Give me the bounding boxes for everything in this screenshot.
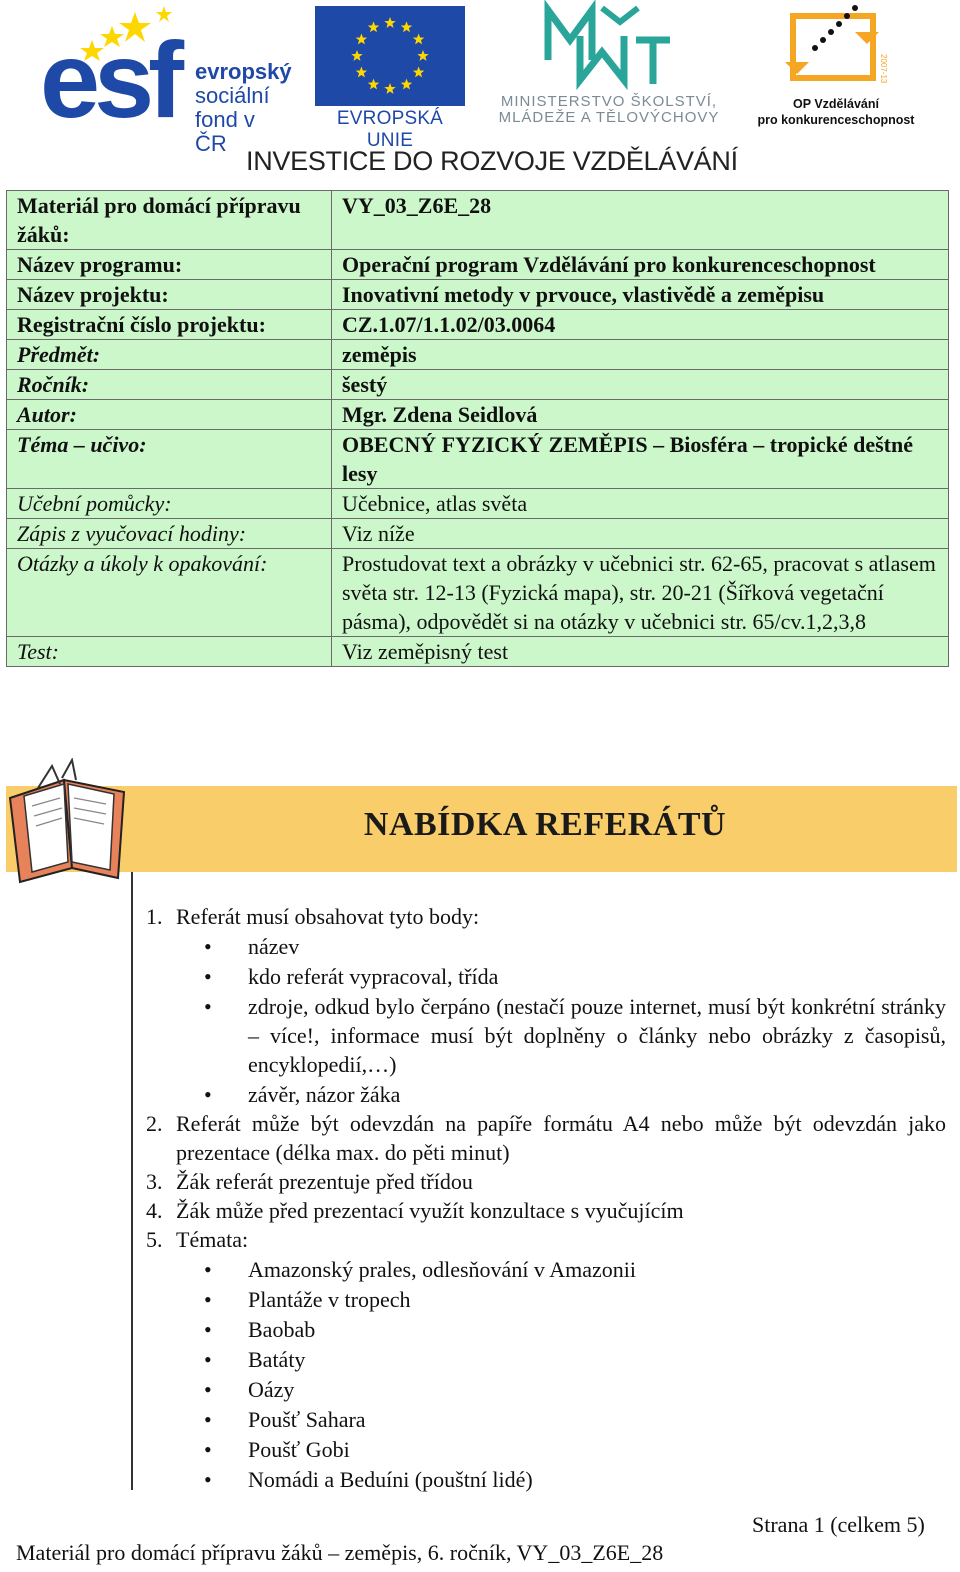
- item-number: 5.: [146, 1227, 163, 1252]
- table-row: [7, 637, 949, 667]
- bullet: •: [204, 1437, 212, 1462]
- bullet: •: [204, 1317, 212, 1342]
- sub-item-text: Baobab: [248, 1317, 316, 1342]
- sub-item-text: Plantáže v tropech: [248, 1287, 411, 1312]
- item-number: 3.: [146, 1169, 163, 1194]
- item-number: 2.: [146, 1111, 163, 1136]
- row-key: Otázky a úkoly k opakování:: [7, 549, 332, 637]
- sub-item: [146, 1435, 946, 1464]
- row-key: Učební pomůcky:: [7, 489, 332, 519]
- esf-line-1: evropský: [195, 59, 292, 84]
- list-item: [146, 1225, 946, 1254]
- bullet: •: [204, 1467, 212, 1492]
- msmt-line-2: MLÁDEŽE A TĚLOVÝCHOVY: [498, 109, 720, 126]
- row-value: Mgr. Zdena Seidlová: [332, 400, 949, 430]
- sub-item: [146, 1285, 946, 1314]
- table-row: [7, 191, 949, 250]
- sub-item: [146, 1465, 946, 1494]
- table-row: [7, 549, 949, 637]
- row-key: Registrační číslo projektu:: [7, 310, 332, 340]
- item-text: Referát může být odevzdán na papíře formátu A4 nebo může být odevzdán jako prezentace (délka max. do pěti minut): [176, 1111, 946, 1165]
- page-number: Strana 1 (celkem 5): [752, 1512, 925, 1537]
- table-row: [7, 280, 949, 310]
- bullet: •: [204, 1377, 212, 1402]
- eu-text: EVROPSKÁ UNIE: [336, 108, 444, 151]
- list-item: [146, 1167, 946, 1196]
- eu-star-icon: [368, 21, 379, 32]
- op-logo-icon: [785, 4, 889, 94]
- sub-item: [146, 992, 946, 1079]
- sub-item: [146, 1375, 946, 1404]
- item-text: Referát musí obsahovat tyto body:: [176, 904, 480, 929]
- item-number: 1.: [146, 904, 163, 929]
- row-value: Inovativní metody v prvouce, vlastivědě a zeměpisu: [332, 280, 949, 310]
- bullet: •: [204, 1407, 212, 1432]
- divider: [131, 872, 133, 1490]
- table-row: [7, 310, 949, 340]
- sub-item-text: kdo referát vypracoval, třída: [248, 964, 499, 989]
- row-value: CZ.1.07/1.1.02/03.0064: [332, 310, 949, 340]
- sub-item-text: Poušť Gobi: [248, 1437, 350, 1462]
- eu-star-icon: [401, 21, 412, 32]
- sub-item: [146, 1345, 946, 1374]
- eu-star-icon: [413, 67, 424, 78]
- sub-item-text: Oázy: [248, 1377, 295, 1402]
- esf-line-2: sociální: [195, 83, 270, 108]
- esf-line-3: fond v ČR: [195, 107, 255, 156]
- msmt-logo-icon: [540, 0, 700, 92]
- bullet: •: [204, 1257, 212, 1282]
- row-key: Materiál pro domácí přípravu žáků:: [7, 191, 332, 250]
- eu-star-icon: [384, 17, 395, 28]
- sub-item-text: závěr, názor žáka: [248, 1082, 401, 1107]
- row-value: OBECNÝ FYZICKÝ ZEMĚPIS – Biosféra – tropické deštné lesy: [332, 430, 949, 489]
- row-key: Zápis z vyučovací hodiny:: [7, 519, 332, 549]
- row-key: Název projektu:: [7, 280, 332, 310]
- op-line-1: OP Vzdělávání: [793, 97, 879, 111]
- sub-item-text: Nomádi a Beduíni (pouštní lidé): [248, 1467, 533, 1492]
- list-item: [146, 1196, 946, 1225]
- table-row: [7, 340, 949, 370]
- msmt-text: [480, 94, 738, 126]
- row-value: šestý: [332, 370, 949, 400]
- eu-star-icon: [401, 79, 412, 90]
- item-text: Témata:: [176, 1227, 249, 1252]
- footer-text: Materiál pro domácí přípravu žáků – zeměpis, 6. ročník, VY_03_Z6E_28: [16, 1540, 664, 1565]
- banner-title: NABÍDKA REFERÁTŮ: [363, 806, 727, 843]
- row-value: VY_03_Z6E_28: [332, 191, 949, 250]
- row-value: Viz níže: [332, 519, 949, 549]
- table-row: [7, 370, 949, 400]
- table-row: [7, 250, 949, 280]
- eu-star-icon: [368, 79, 379, 90]
- item-text: Žák referát prezentuje před třídou: [176, 1169, 473, 1194]
- book-icon: [2, 758, 132, 890]
- table-row: [7, 519, 949, 549]
- row-key: Název programu:: [7, 250, 332, 280]
- list-item: [146, 1109, 946, 1167]
- info-table: [6, 190, 949, 667]
- sub-item: [146, 962, 946, 991]
- referat-list: [146, 902, 946, 1494]
- bullet: •: [204, 1287, 212, 1312]
- bullet: •: [204, 964, 212, 989]
- msmt-line-1: MINISTERSTVO ŠKOLSTVÍ,: [500, 93, 718, 110]
- eu-star-icon: [356, 67, 367, 78]
- eu-star-icon: [356, 34, 367, 45]
- row-key: Téma – učivo:: [7, 430, 332, 489]
- eu-star-icon: [351, 50, 362, 61]
- sub-item: [146, 1315, 946, 1344]
- op-line-2: pro konkurenceschopnost: [757, 113, 915, 127]
- row-value: Viz zeměpisný test: [332, 637, 949, 667]
- sub-item-text: Poušť Sahara: [248, 1407, 366, 1432]
- list-item: [146, 902, 946, 931]
- esf-text: [195, 60, 292, 156]
- row-key: Test:: [7, 637, 332, 667]
- row-key: Autor:: [7, 400, 332, 430]
- row-key: Předmět:: [7, 340, 332, 370]
- sub-item: [146, 932, 946, 961]
- sub-item: [146, 1255, 946, 1284]
- bullet: •: [204, 1082, 212, 1107]
- item-number: 4.: [146, 1198, 163, 1223]
- sub-item-text: Amazonský prales, odlesňování v Amazonii: [248, 1257, 636, 1282]
- row-value: zeměpis: [332, 340, 949, 370]
- row-value: Operační program Vzdělávání pro konkurenceschopnost: [332, 250, 949, 280]
- eu-star-icon: [417, 50, 428, 61]
- eu-star-icon: [384, 83, 395, 94]
- table-row: [7, 400, 949, 430]
- sub-item-text: zdroje, odkud bylo čerpáno (nestačí pouze internet, musí být konkrétní stránky – více!, informace musí být doplněny o články nebo obrázky z časopisů, encyklopedií,…): [248, 994, 946, 1077]
- sub-item: [146, 1405, 946, 1434]
- op-badge: 2007-13: [879, 54, 888, 84]
- op-text: [752, 96, 920, 128]
- table-row: [7, 430, 949, 489]
- bullet: •: [204, 1347, 212, 1372]
- row-key: Ročník:: [7, 370, 332, 400]
- esf-letters: esf: [40, 19, 179, 140]
- sub-item-text: název: [248, 934, 300, 959]
- sub-item-text: Batáty: [248, 1347, 306, 1372]
- table-row: [7, 489, 949, 519]
- item-text: Žák může před prezentací využít konzultace s vyučujícím: [176, 1198, 684, 1223]
- eu-flag-icon: [315, 6, 465, 106]
- sub-item: [146, 1080, 946, 1109]
- eu-star-icon: [413, 34, 424, 45]
- row-value: Prostudovat text a obrázky v učebnici str. 62-65, pracovat s atlasem světa str. 12-13 (Fyzická mapa), str. 20-21 (Šířková vegetační pásma), odpovědět si na otázky v učebnici str. 65/cv.1,2,3,8: [332, 549, 949, 637]
- investice-heading: INVESTICE DO ROZVOJE VZDĚLÁVÁNÍ: [246, 146, 738, 176]
- bullet: •: [204, 994, 212, 1019]
- row-value: Učebnice, atlas světa: [332, 489, 949, 519]
- bullet: •: [204, 934, 212, 959]
